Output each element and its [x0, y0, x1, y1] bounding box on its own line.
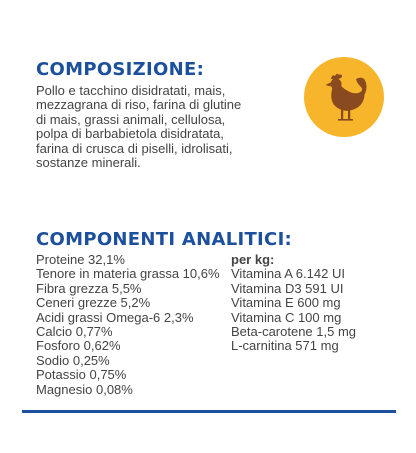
composition-line: di mais, grassi animali, cellulosa, [36, 111, 226, 127]
chicken-badge [304, 57, 384, 137]
analytical-item: Tenore in materia grassa 10,6% [36, 266, 220, 282]
composition-line: Pollo e tacchino disidratati, mais, [36, 83, 226, 98]
analytical-components-heading: COMPONENTI ANALITICI: [36, 229, 293, 250]
composition-heading: COMPOSIZIONE: [36, 59, 205, 80]
analytical-item: Acidi grassi Omega-6 2,3% [36, 309, 194, 325]
analytical-item: Proteine 32,1% [36, 252, 125, 267]
composition-line: farina di crusca di piselli, idrolisati, [36, 140, 233, 156]
vitamin-item: Vitamina D3 591 UI [231, 280, 344, 296]
vitamin-item: Vitamina C 100 mg [231, 309, 342, 325]
composition-line: sostanze minerali. [36, 155, 141, 171]
analytical-item: Potassio 0,75% [36, 367, 127, 383]
analytical-item: Fibra grezza 5,5% [36, 280, 142, 296]
analytical-list [36, 253, 220, 397]
vitamin-item: Beta-carotene 1,5 mg [231, 324, 357, 340]
analytical-item: Ceneri grezze 5,2% [36, 295, 151, 311]
vitamin-item: Vitamina A 6.142 UI [231, 266, 345, 282]
composition-text [36, 84, 306, 170]
composition-line: mezzagrana di riso, farina di glutine [36, 97, 242, 113]
analytical-item: Sodio 0,25% [36, 352, 110, 368]
analytical-item: Calcio 0,77% [36, 324, 113, 340]
analytical-item: Fosforo 0,62% [36, 338, 121, 354]
vitamin-item: L-carnitina 571 mg [231, 338, 339, 354]
vitamin-item: Vitamina E 600 mg [231, 295, 341, 311]
footer-divider [22, 410, 396, 413]
chicken-icon [304, 57, 384, 137]
composition-line: polpa di barbabietola disidratata, [36, 126, 224, 142]
per-kg-header: per kg: [231, 252, 275, 267]
analytical-item: Magnesio 0,08% [36, 381, 133, 397]
per-kg-list [231, 253, 356, 354]
